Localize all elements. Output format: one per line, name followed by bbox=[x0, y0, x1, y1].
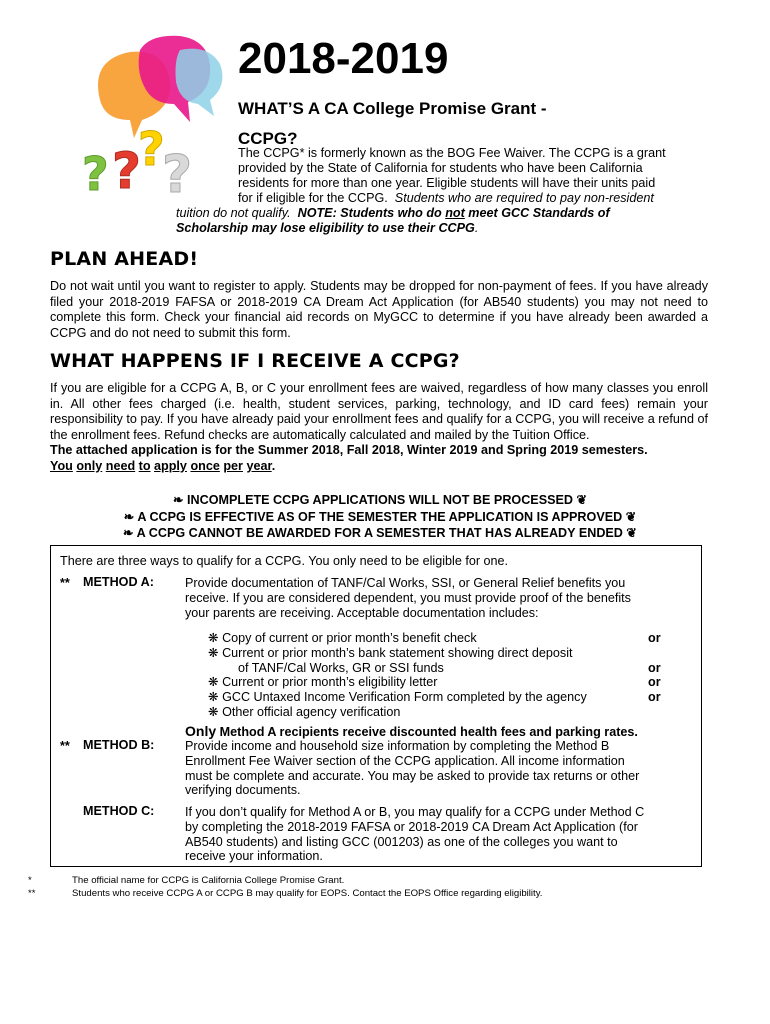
once-end: . bbox=[271, 458, 276, 473]
method-c-line: receive your information. bbox=[185, 849, 323, 864]
or-label: or bbox=[648, 675, 661, 690]
page-year-title: 2018-2019 bbox=[238, 34, 449, 83]
title-line-1: WHAT’S A CA College Promise Grant - bbox=[238, 99, 547, 118]
bullet-icon: ❋ bbox=[208, 631, 219, 645]
list-item bbox=[208, 675, 668, 690]
footnote-text: Students who receive CCPG A or CCPG B may qualify for EOPS. Contact the EOPS Office regarding eligibility. bbox=[72, 888, 543, 899]
note-text: Scholarship may lose eligibility to use their CCPG bbox=[176, 221, 475, 235]
ornament-right-icon: ❦ bbox=[626, 526, 637, 540]
method-a-line: your parents are receiving. Acceptable documentation includes: bbox=[185, 605, 539, 620]
list-item bbox=[208, 690, 668, 705]
once-word: year bbox=[246, 458, 272, 473]
method-a-line: receive. If you are considered dependent, you must provide proof of the benefits bbox=[185, 590, 631, 605]
method-a-label: METHOD A: bbox=[83, 575, 154, 589]
list-item bbox=[208, 646, 668, 661]
method-b-label: METHOD B: bbox=[83, 738, 155, 752]
warning-text: INCOMPLETE CCPG APPLICATIONS WILL NOT BE PROCESSED bbox=[187, 493, 573, 507]
warning-text: A CCPG CANNOT BE AWARDED FOR A SEMESTER THAT HAS ALREADY ENDED bbox=[136, 526, 623, 540]
or-label: or bbox=[648, 631, 661, 645]
ornament-right-icon: ❦ bbox=[625, 509, 637, 524]
intro-line: The CCPG* is formerly known as the BOG Fee Waiver. The CCPG is a grant bbox=[238, 146, 666, 160]
note-text: NOTE: Students who do bbox=[297, 206, 446, 220]
method-a-line: Provide documentation of TANF/Cal Works, SSI, or General Relief benefits you bbox=[185, 576, 626, 590]
intro-italic: Students who are required to pay non-resident bbox=[394, 191, 654, 205]
intro-italic: tuition do not qualify. bbox=[176, 206, 291, 220]
svg-text:?: ? bbox=[112, 142, 142, 200]
warnings bbox=[50, 492, 710, 542]
once-word: need bbox=[105, 458, 136, 473]
svg-text:?: ? bbox=[138, 122, 165, 176]
bullet-icon: ❋ bbox=[208, 704, 219, 719]
svg-text:?: ? bbox=[82, 147, 109, 201]
list-item bbox=[208, 661, 668, 676]
footnote-mark: ** bbox=[28, 888, 36, 899]
svg-text:?: ? bbox=[162, 145, 193, 205]
intro-line bbox=[176, 191, 708, 206]
only-word: Only bbox=[185, 723, 217, 739]
method-b-line: verifying documents. bbox=[185, 783, 301, 798]
footnote bbox=[28, 887, 542, 900]
receive-paragraph: If you are eligible for a CCPG A, B, or C your enrollment fees are waived, regardless of how many classes you enroll in. All other fees charged (i.e. health, student services, parking, technology, and ID card fees) remain your responsibility to pay. If you have already paid your enrollment fees and qualify for a CCPG, you will receive a refund of the enrollment fees. Refund checks are automatically calculated and mailed by the Tuition Office. bbox=[50, 381, 708, 442]
page-title bbox=[238, 94, 698, 154]
method-c-label: METHOD C: bbox=[83, 804, 155, 818]
method-a-mark: ** bbox=[60, 576, 70, 590]
list-item-text: Copy of current or prior month’s benefit check bbox=[222, 631, 477, 645]
method-c-desc bbox=[185, 805, 691, 864]
intro-paragraph bbox=[176, 146, 708, 236]
plan-paragraph: Do not wait until you want to register to apply. Students may be dropped for non-payment of fees. If you have already filed your 2018-2019 FAFSA or 2018-2019 CA Dream Act Application (for AB540 students) you may not need to complete this form. Check your financial aid records on MyGCC to determine if you have already been awarded a CCPG and do not need to submit this form. bbox=[50, 279, 708, 340]
intro-line: provided by the State of California for students who have been California bbox=[238, 161, 643, 175]
title-line-2: CCPG? bbox=[238, 129, 298, 148]
bullet-icon: ❋ bbox=[208, 645, 219, 660]
bullet-icon: ❋ bbox=[208, 690, 219, 705]
method-b-mark: ** bbox=[60, 739, 70, 753]
qualification-methods-box bbox=[50, 545, 702, 867]
ornament-left-icon: ❧ bbox=[123, 526, 134, 540]
list-item-text: GCC Untaxed Income Verification Form completed by the agency bbox=[222, 690, 587, 705]
method-c-line: AB540 students) and listing GCC (001203) as one of the colleges you want to bbox=[185, 834, 618, 849]
intro-line bbox=[176, 221, 708, 236]
intro-line: residents for more than one year. Eligible students will have their units paid bbox=[238, 176, 656, 190]
once-word: once bbox=[190, 458, 220, 473]
list-item bbox=[208, 631, 668, 646]
note-text: meet GCC Standards of bbox=[464, 206, 610, 220]
ornament-right-icon: ❦ bbox=[576, 493, 588, 507]
warning-text: A CCPG IS EFFECTIVE AS OF THE SEMESTER THE APPLICATION IS APPROVED bbox=[137, 509, 623, 524]
footnote bbox=[28, 874, 542, 887]
or-label: or bbox=[648, 690, 661, 705]
once-word: only bbox=[76, 458, 103, 473]
method-a-documents-list bbox=[208, 631, 668, 720]
note-not: not bbox=[445, 206, 465, 220]
method-b-desc bbox=[185, 739, 691, 798]
ornament-left-icon: ❧ bbox=[172, 493, 184, 507]
plan-ahead-heading: PLAN AHEAD! bbox=[50, 248, 199, 270]
once-word: You bbox=[50, 458, 73, 473]
once-word: to bbox=[138, 458, 151, 473]
bullet-icon: ❋ bbox=[208, 675, 219, 690]
warning-ended bbox=[50, 525, 710, 542]
list-item bbox=[208, 705, 668, 720]
footnotes bbox=[28, 874, 542, 900]
note-end: . bbox=[474, 221, 479, 235]
intro-text: for if eligible for the CCPG. bbox=[238, 191, 388, 205]
method-c-line: If you don’t qualify for Method A or B, you may qualify for a CCPG under Method C bbox=[185, 805, 645, 819]
plan-ahead-text bbox=[50, 279, 708, 341]
once-word: apply bbox=[154, 458, 187, 473]
receive-heading: WHAT HAPPENS IF I RECEIVE A CCPG? bbox=[50, 350, 460, 372]
ornament-left-icon: ❧ bbox=[123, 509, 135, 524]
only-rest: Method A recipients receive discounted health fees and parking rates. bbox=[216, 725, 638, 739]
apply-once-line bbox=[50, 459, 708, 475]
method-b-line: must be complete and accurate. You may be asked to provide tax returns or other bbox=[185, 768, 640, 783]
attached-semesters: The attached application is for the Summer 2018, Fall 2018, Winter 2019 and Spring 2019 semesters. bbox=[50, 443, 648, 458]
intro-line bbox=[176, 206, 708, 221]
method-b-line: Enrollment Fee Waiver section of the CCPG application. All income information bbox=[185, 753, 625, 768]
once-word: per bbox=[223, 458, 243, 473]
warning-incomplete bbox=[50, 492, 710, 509]
box-intro: There are three ways to qualify for a CCPG. You only need to be eligible for one. bbox=[60, 554, 509, 568]
list-item-text: Current or prior month’s bank statement showing direct deposit bbox=[222, 645, 573, 660]
footnote-mark: * bbox=[28, 875, 32, 886]
method-c-line: by completing the 2018-2019 FAFSA or 2018-2019 CA Dream Act Application (for bbox=[185, 819, 638, 834]
list-item-text: of TANF/Cal Works, GR or SSI funds bbox=[238, 660, 444, 675]
warning-effective bbox=[50, 509, 710, 526]
method-a-desc bbox=[185, 576, 691, 620]
receive-text bbox=[50, 381, 708, 475]
list-item-text: Current or prior month’s eligibility letter bbox=[222, 675, 438, 690]
footnote-text: The official name for CCPG is California College Promise Grant. bbox=[72, 875, 345, 886]
or-label: or bbox=[648, 660, 661, 675]
list-item-text: Other official agency verification bbox=[222, 704, 401, 719]
method-a-only-note bbox=[185, 724, 638, 740]
method-b-line: Provide income and household size information by completing the Method B bbox=[185, 739, 610, 753]
